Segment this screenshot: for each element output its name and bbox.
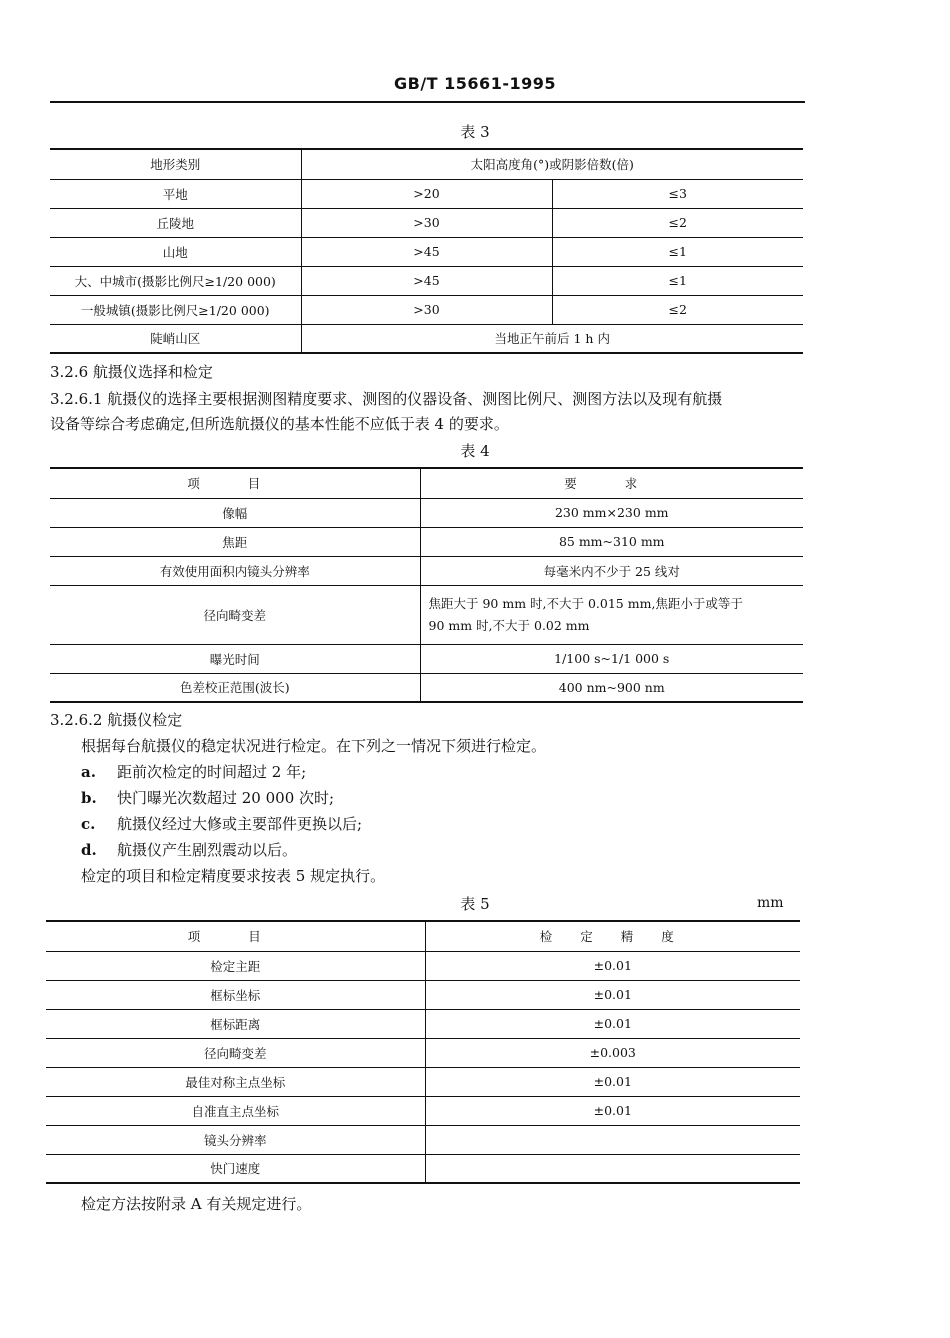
table5-cell-item: 框标距离 xyxy=(46,1009,425,1038)
table5-cell-precision: ±0.01 xyxy=(425,980,800,1009)
table3-cell-terrain: 一般城镇(摄影比例尺≥1/20 000) xyxy=(50,295,301,324)
table5-cell-item: 镜头分辨率 xyxy=(46,1125,425,1154)
table4-cell-item: 像幅 xyxy=(50,498,420,527)
table3-cell-terrain: 大、中城市(摄影比例尺≥1/20 000) xyxy=(50,266,301,295)
paragraph-3262-outro: 检定的项目和检定精度要求按表 5 规定执行。 xyxy=(81,867,386,885)
table3-caption: 表 3 xyxy=(460,123,490,141)
table5-cell-precision: ±0.01 xyxy=(425,1067,800,1096)
list-item xyxy=(81,839,297,861)
table5-cell-precision: ±0.01 xyxy=(425,1096,800,1125)
list-item xyxy=(81,813,362,835)
list-text: 距前次检定的时间超过 2 年; xyxy=(117,763,307,781)
footer-note: 检定方法按附录 A 有关规定进行。 xyxy=(81,1195,312,1213)
table3-cell-angle: >30 xyxy=(301,208,552,237)
header-rule xyxy=(50,101,805,103)
table5-unit: mm xyxy=(757,895,784,911)
table3-cell-shadow: ≤1 xyxy=(552,266,803,295)
table4-col1-header: 项 目 xyxy=(187,476,283,492)
table3-cell-merged: 当地正午前后 1 h 内 xyxy=(301,324,803,353)
table5-cell-item: 最佳对称主点坐标 xyxy=(46,1067,425,1096)
list-marker: a. xyxy=(81,763,96,781)
paragraph-3261-line1: 3.2.6.1 航摄仪的选择主要根据测图精度要求、测图的仪器设备、测图比例尺、测图方法以及现有航摄 xyxy=(50,390,723,408)
table4-cell-item: 径向畸变差 xyxy=(50,585,420,644)
table3-cell-terrain: 陡峭山区 xyxy=(50,324,301,353)
table3-cell-angle: >20 xyxy=(301,179,552,208)
table4-req-line2: 90 mm 时,不大于 0.02 mm xyxy=(428,617,590,633)
table5 xyxy=(46,920,800,1184)
table3-cell-shadow: ≤2 xyxy=(552,208,803,237)
table4 xyxy=(50,467,803,703)
table4-cell-req: 400 nm~900 nm xyxy=(420,673,803,702)
table3-cell-angle: >45 xyxy=(301,266,552,295)
table5-cell-item: 自准直主点坐标 xyxy=(46,1096,425,1125)
table5-cell-precision xyxy=(425,1125,800,1154)
section-heading-3262: 3.2.6.2 航摄仪检定 xyxy=(50,711,183,729)
table5-cell-precision: ±0.01 xyxy=(425,1009,800,1038)
table4-cell-req: 85 mm~310 mm xyxy=(420,527,803,556)
table4-cell-req: 每毫米内不少于 25 线对 xyxy=(420,556,803,585)
list-marker: c. xyxy=(81,815,96,833)
table4-cell-item: 曝光时间 xyxy=(50,644,420,673)
table5-caption: 表 5 xyxy=(460,895,490,913)
table5-col2-header: 检 定 精 度 xyxy=(539,929,686,945)
table3-cell-shadow: ≤2 xyxy=(552,295,803,324)
table5-col1-header: 项 目 xyxy=(187,929,283,945)
list-text: 航摄仪产生剧烈震动以后。 xyxy=(117,841,298,859)
table4-cell-item: 焦距 xyxy=(50,527,420,556)
section-heading-326: 3.2.6 航摄仪选择和检定 xyxy=(50,363,213,381)
table3-col2-header: 太阳高度角(°)或阴影倍数(倍) xyxy=(301,149,803,179)
table4-req-line1: 焦距大于 90 mm 时,不大于 0.015 mm,焦距小于或等于 xyxy=(428,595,743,611)
table3-cell-angle: >45 xyxy=(301,237,552,266)
table3-cell-angle: >30 xyxy=(301,295,552,324)
table3 xyxy=(50,148,803,354)
list-text: 快门曝光次数超过 20 000 次时; xyxy=(117,789,335,807)
table4-cell-req-multiline xyxy=(420,585,803,644)
table5-cell-precision: ±0.003 xyxy=(425,1038,800,1067)
table4-cell-item: 有效使用面积内镜头分辨率 xyxy=(50,556,420,585)
table5-cell-item: 检定主距 xyxy=(46,951,425,980)
table5-cell-item: 径向畸变差 xyxy=(46,1038,425,1067)
list-text: 航摄仪经过大修或主要部件更换以后; xyxy=(117,815,363,833)
list-marker: b. xyxy=(81,789,97,807)
table3-cell-shadow: ≤3 xyxy=(552,179,803,208)
paragraph-3262-intro: 根据每台航摄仪的稳定状况进行检定。在下列之一情况下须进行检定。 xyxy=(81,737,547,755)
table4-col2-header: 要 求 xyxy=(564,476,660,492)
table5-cell-precision: ±0.01 xyxy=(425,951,800,980)
table5-cell-item: 快门速度 xyxy=(46,1154,425,1183)
list-item xyxy=(81,761,306,783)
table3-cell-shadow: ≤1 xyxy=(552,237,803,266)
list-marker: d. xyxy=(81,841,97,859)
table5-cell-item: 框标坐标 xyxy=(46,980,425,1009)
paragraph-3261-line2: 设备等综合考虑确定,但所选航摄仪的基本性能不应低于表 4 的要求。 xyxy=(50,415,509,433)
table4-cell-req: 1/100 s~1/1 000 s xyxy=(420,644,803,673)
table3-cell-terrain: 山地 xyxy=(50,237,301,266)
document-code: GB/T 15661-1995 xyxy=(394,74,556,93)
list-item xyxy=(81,787,334,809)
table3-cell-terrain: 丘陵地 xyxy=(50,208,301,237)
table4-caption: 表 4 xyxy=(460,442,490,460)
table4-cell-item: 色差校正范围(波长) xyxy=(50,673,420,702)
table5-cell-precision xyxy=(425,1154,800,1183)
table3-col1-header: 地形类别 xyxy=(50,149,301,179)
table3-cell-terrain: 平地 xyxy=(50,179,301,208)
table4-cell-req: 230 mm×230 mm xyxy=(420,498,803,527)
